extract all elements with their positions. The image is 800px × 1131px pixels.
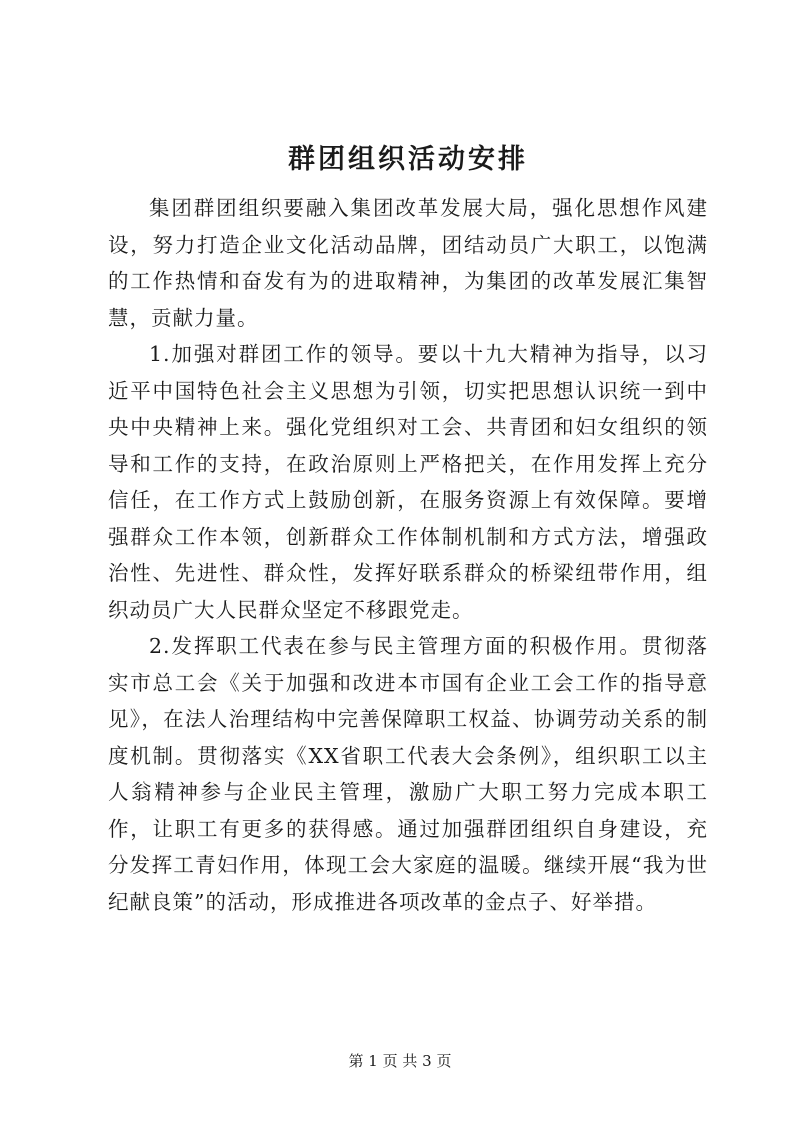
document-page bbox=[108, 138, 708, 920]
page-footer: 第 1 页 共 3 页 bbox=[348, 1052, 452, 1070]
document-title: 群团组织活动安排 bbox=[288, 144, 528, 175]
intro-paragraph: 集团群团组织要融入集团改革发展大局，强化思想作风建设，努力打造企业文化活动品牌，团结动员广大职工，以饱满的工作热情和奋发有为的进取精神，为集团的改革发展汇集智慧，贡献力量。 bbox=[108, 196, 708, 330]
section-1-paragraph: 1.加强对群团工作的领导。要以十九大精神为指导，以习近平中国特色社会主义思想为引领，切实把思想认识统一到中央中央精神上来。强化党组织对工会、共青团和妇女组织的领导和工作的支持，在政治原则上严格把关，在作用发挥上充分信任，在工作方式上鼓励创新，在服务资源上有效保障。要增强群众工作本领，创新群众工作体制机制和方式方法，增强政治性、先进性、群众性，发挥好联系群众的桥梁纽带作用，组织动员广大人民群众坚定不移跟党走。 bbox=[108, 342, 708, 622]
section-2-paragraph: 2.发挥职工代表在参与民主管理方面的积极作用。贯彻落实市总工会《关于加强和改进本市国有企业工会工作的指导意见》，在法人治理结构中完善保障职工权益、协调劳动关系的制度机制。贯彻落实《XX省职工代表大会条例》，组织职工以主人翁精神参与企业民主管理，激励广大职工努力完成本职工作，让职工有更多的获得感。通过加强群团组织自身建设，充分发挥工青妇作用，体现工会大家庭的温暖。继续开展“我为世纪献良策”的活动，形成推进各项改革的金点子、好举措。 bbox=[108, 634, 708, 914]
